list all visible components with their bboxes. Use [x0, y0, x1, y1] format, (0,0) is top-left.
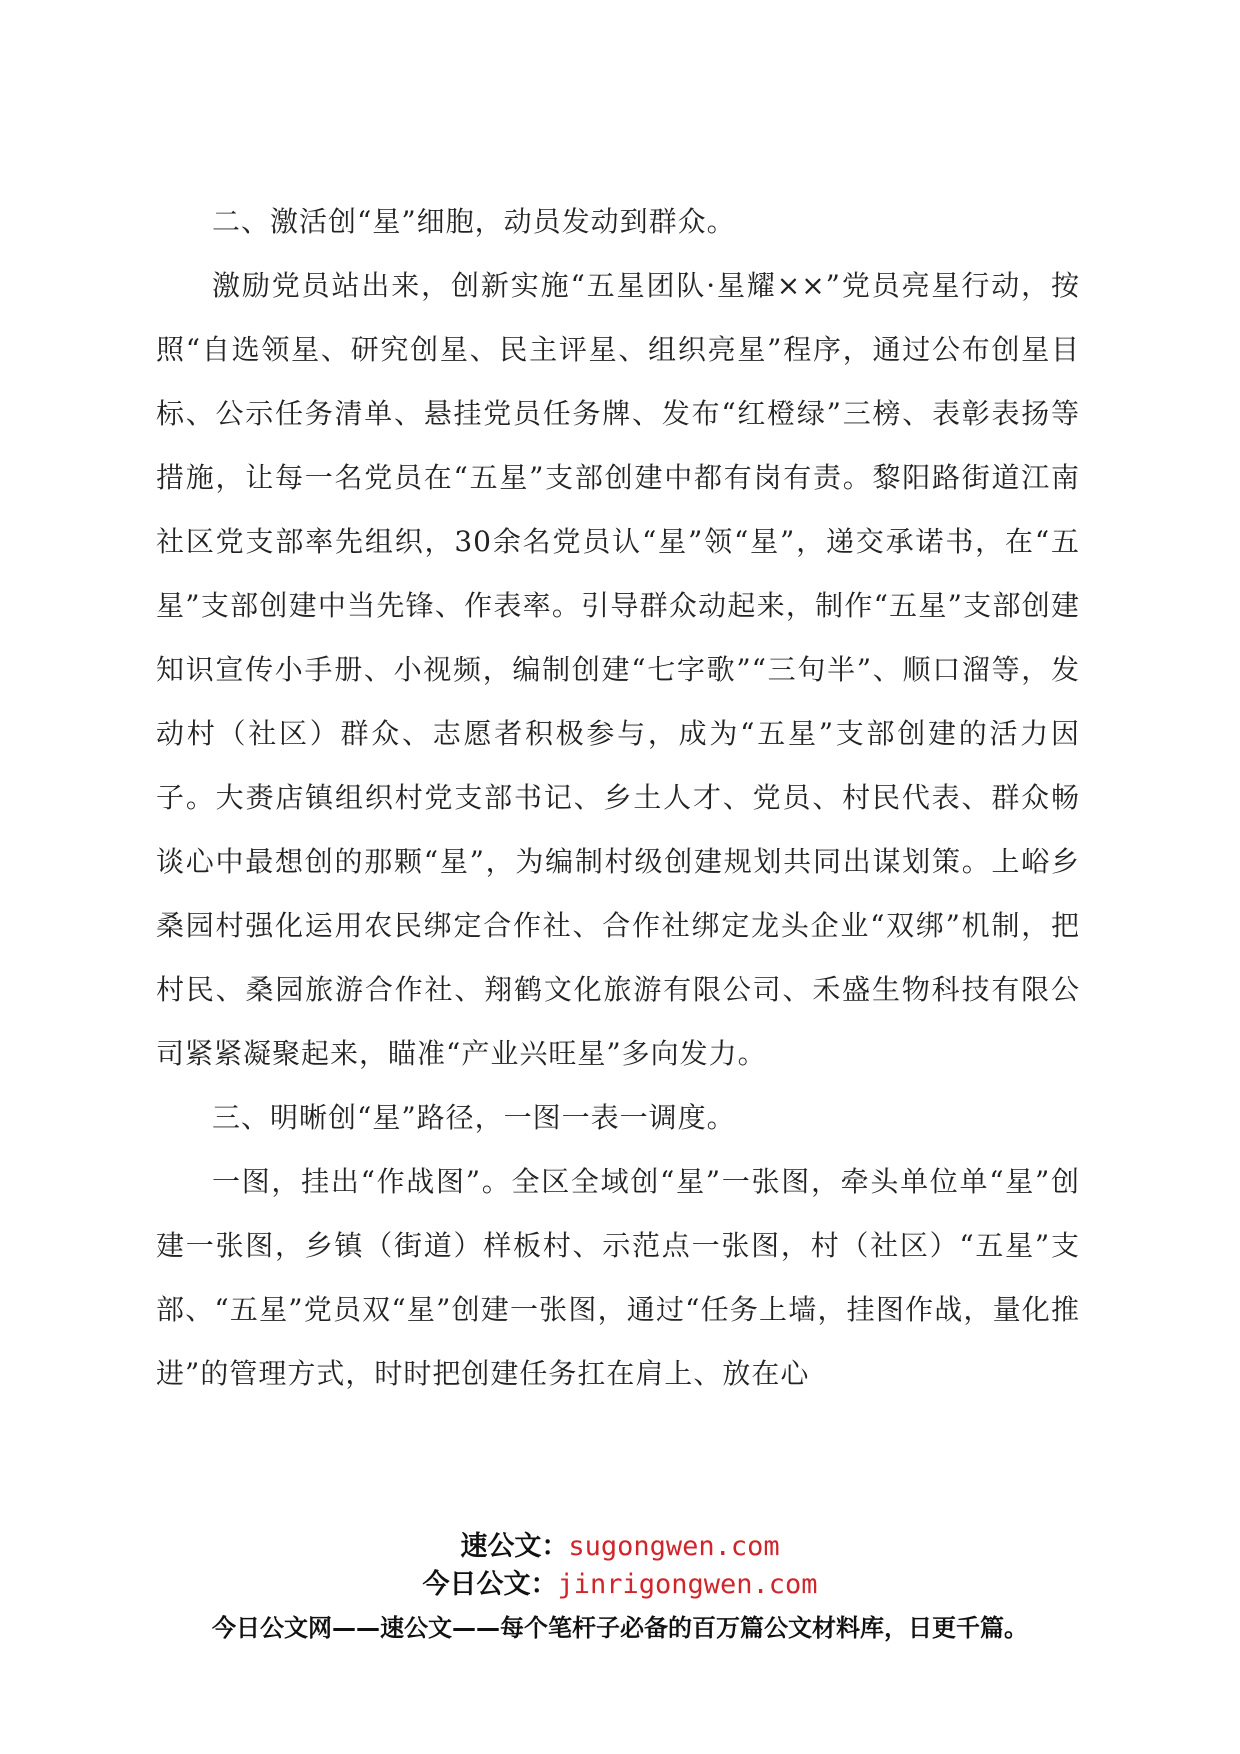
footer-label-jinrigongwen: 今日公文： — [422, 1569, 558, 1600]
section-heading-2: 二、激活创“星”细胞，动员发动到群众。 — [212, 205, 736, 238]
footer-link-sugongwen[interactable]: sugongwen.com — [568, 1531, 780, 1562]
footer-link-jinrigongwen[interactable]: jinrigongwen.com — [557, 1569, 818, 1600]
footer-label-sugongwen: 速公文： — [460, 1531, 569, 1562]
document-body — [156, 190, 1080, 1406]
footer-line-jinrigongwen — [0, 1566, 1240, 1604]
section-heading-3: 三、明晰创“星”路径，一图一表一调度。 — [212, 1101, 736, 1134]
watermark-footer — [0, 1528, 1240, 1648]
section-paragraph-2: 激励党员站出来，创新实施“五星团队·星耀××”党员亮星行动，按照“自选领星、研究创星、民主评星、组织亮星”程序，通过公布创星目标、公示任务清单、悬挂党员任务牌、发布“红橙绿”三榜、表彰表扬等措施，让每一名党员在“五星”支部创建中都有岗有责。黎阳路街道江南社区党支部率先组织，30余名党员认“星”领“星”，递交承诺书，在“五星”支部创建中当先锋、作表率。引导群众动起来，制作“五星”支部创建知识宣传小手册、小视频，编制创建“七字歌”“三句半”、顺口溜等，发动村（社区）群众、志愿者积极参与，成为“五星”支部创建的活力因子。大赉店镇组织村党支部书记、乡土人才、党员、村民代表、群众畅谈心中最想创的那颗“星”，为编制村级创建规划共同出谋划策。上峪乡桑园村强化运用农民绑定合作社、合作社绑定龙头企业“双绑”机制，把村民、桑园旅游合作社、翔鹤文化旅游有限公司、禾盛生物科技有限公司紧紧凝聚起来，瞄准“产业兴旺星”多向发力。 — [156, 269, 1080, 1070]
footer-tagline: 今日公文网——速公文——每个笔杆子必备的百万篇公文材料库，日更千篇。 — [212, 1614, 1028, 1642]
footer-line-sugongwen — [0, 1528, 1240, 1566]
section-paragraph-3: 一图，挂出“作战图”。全区全域创“星”一张图，牵头单位单“星”创建一张图，乡镇（街道）样板村、示范点一张图，村（社区）“五星”支部、“五星”党员双“星”创建一张图，通过“任务上墙，挂图作战，量化推进”的管理方式，时时把创建任务扛在肩上、放在心 — [156, 1165, 1080, 1390]
